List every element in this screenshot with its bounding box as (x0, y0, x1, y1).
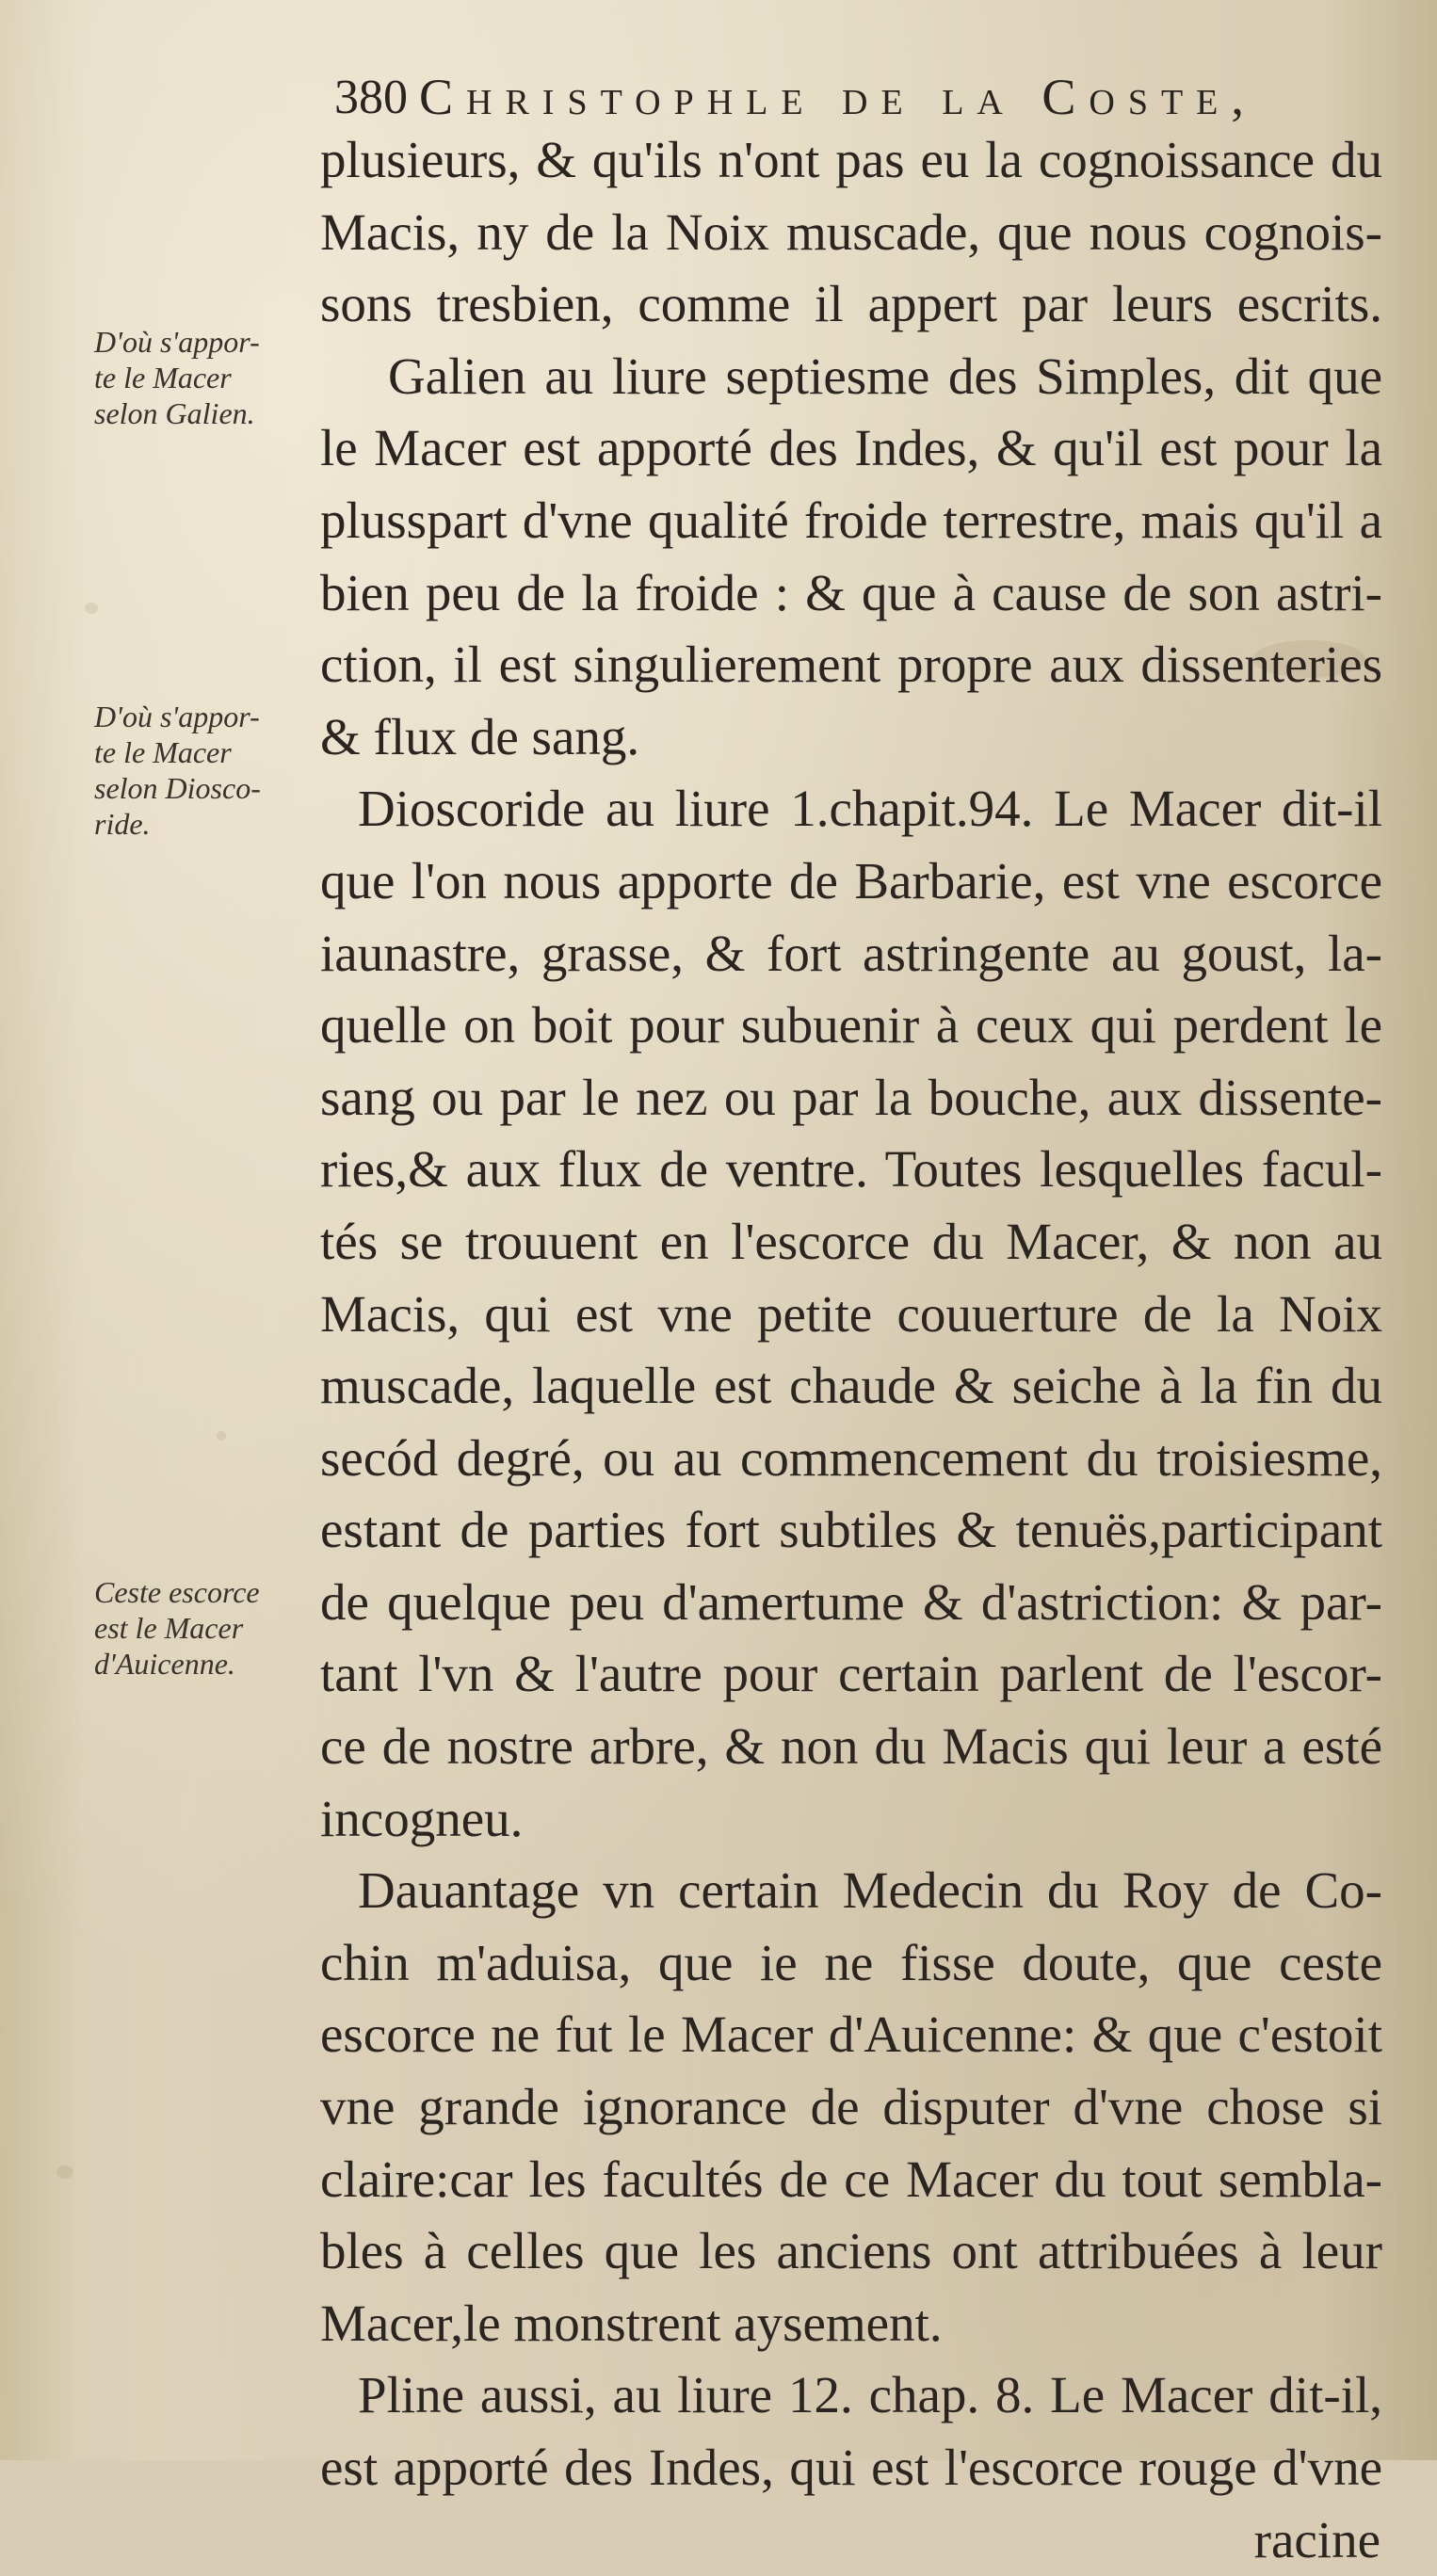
margin-note-line: selon Galien. (94, 396, 255, 430)
paragraph-start-line: Dioscoride au liure 1.chapit.94. Le Macer dit-il (358, 780, 1382, 838)
text-line: ries,& aux flux de ventre. Toutes lesquelles facul- (320, 1140, 1382, 1199)
paragraph-start-line: Galien au liure septiesme des Simples, dit que (388, 346, 1382, 405)
text-line: Macis, ny de la Noix muscade, que nous cognois- (320, 202, 1382, 261)
text-line: secód degré, ou au commencement du troisiesme, (320, 1428, 1382, 1487)
text-line: le Macer est apporté des Indes, & qu'il est pour la (320, 419, 1382, 477)
margin-note-line: D'où s'appor- (94, 700, 260, 733)
text-line: que l'on nous apporte de Barbarie, est vne escorce (320, 851, 1382, 910)
text-line: tés se trouuent en l'escorce du Macer, & non au (320, 1212, 1382, 1270)
page-number: 380 (334, 71, 408, 124)
text-line: bien peu de la froide : & que à cause de son astri- (320, 563, 1382, 621)
text-line: plusspart d'vne qualité froide terrestre, mais qu'il a (320, 491, 1382, 549)
text-line: bles à celles que les anciens ont attribuées à leur (320, 2222, 1382, 2280)
margin-note-galien (94, 324, 318, 431)
text-line: sons tresbien, comme il appert par leurs escrits. (320, 275, 1382, 333)
text-line: plusieurs, & qu'ils n'ont pas eu la cognoissance du (320, 131, 1382, 188)
margin-note-line: Ceste escorce (94, 1575, 260, 1609)
text-line: Macis, qui est vne petite couuerture de la Noix (320, 1284, 1382, 1343)
margin-note-line: ride. (94, 807, 151, 841)
text-line: escorce ne fut le Macer d'Auicenne: & que c'estoit (320, 2005, 1382, 2064)
text-line: vne grande ignorance de disputer d'vne chose si (320, 2078, 1382, 2136)
catchword: racine (1253, 2510, 1380, 2568)
paper-spot (217, 1431, 226, 1441)
text-line: est apporté des Indes, qui est l'escorce rouge d'vne (320, 2439, 1382, 2496)
text-line: de quelque peu d'amertume & d'astriction: & par- (320, 1572, 1382, 1631)
text-line: chin m'aduisa, que ie ne fisse doute, que ceste (320, 1933, 1382, 1991)
text-line: estant de parties fort subtiles & tenuës,participant (320, 1501, 1382, 1559)
margin-note-line: d'Auicenne. (94, 1647, 235, 1681)
text-line: sang ou par le nez ou par la bouche, aux dissente- (320, 1068, 1382, 1126)
running-head: Christophle de la Coste, (419, 69, 1257, 125)
margin-note-line: selon Diosco- (94, 771, 261, 805)
text-line: ction, il est singulierement propre aux dissenteries (320, 636, 1382, 694)
text-line: quelle on boit pour subuenir à ceux qui perdent le (320, 996, 1382, 1055)
margin-note-dioscoride (94, 699, 318, 842)
text-line: ce de nostre arbre, & non du Macis qui leur a esté (320, 1717, 1382, 1776)
paragraph-end-line: & flux de sang. (320, 707, 640, 765)
paper-spot (57, 2165, 73, 2179)
text-line: tant l'vn & l'autre pour certain parlent de l'escor- (320, 1645, 1382, 1703)
paper-spot (85, 603, 98, 614)
body-text (320, 124, 1382, 2576)
margin-note-line: te le Macer (94, 361, 232, 394)
text-line: iaunastre, grasse, & fort astringente au goust, la- (320, 924, 1382, 982)
paragraph-start-line: Pline aussi, au liure 12. chap. 8. Le Macer dit-il, (358, 2366, 1382, 2424)
paragraph-start-line: Dauantage vn certain Medecin du Roy de Co- (358, 1861, 1382, 1920)
page-header (334, 64, 1398, 132)
paragraph-end-line: incogneu. (320, 1789, 524, 1847)
margin-note-auicenne (94, 1574, 318, 1682)
margin-note-line: te le Macer (94, 735, 232, 769)
margin-note-line: D'où s'appor- (94, 325, 260, 359)
text-line: muscade, laquelle est chaude & seiche à la fin du (320, 1357, 1382, 1415)
text-line: claire:car les facultés de ce Macer du tout sembla- (320, 2149, 1382, 2208)
paragraph-end-line: Macer,le monstrent aysement. (320, 2294, 943, 2352)
margin-note-line: est le Macer (94, 1611, 244, 1645)
